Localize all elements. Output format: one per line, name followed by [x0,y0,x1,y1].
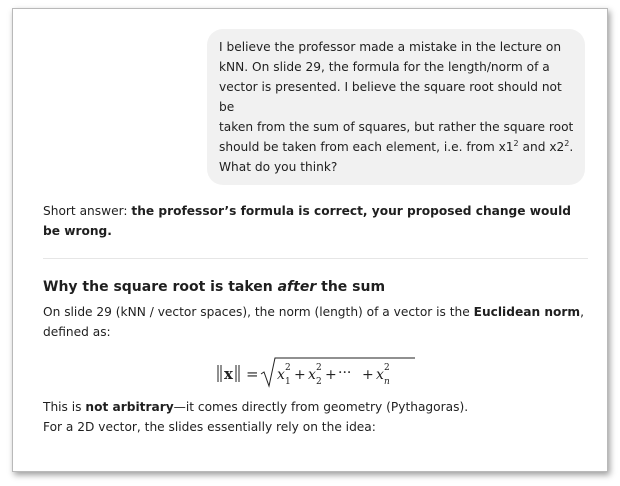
clipped-text-fragment [73,466,253,471]
user-message-line: What do you think? [219,160,338,174]
user-message-text: should be taken from each element, i.e. from x1 [219,140,514,154]
section-heading [43,277,588,297]
paragraph-definition [43,302,588,342]
svg-text:x: x [276,367,285,383]
user-message-line: I believe the professor made a mistake in the lecture on [219,40,562,54]
assistant-message [43,201,588,437]
paragraph-bold: not arbitrary [85,400,174,414]
user-message-line: kNN. On slide 29, the formula for the length/norm of a [219,60,550,74]
superscript: 2 [564,138,570,148]
svg-text:x: x [375,367,384,383]
svg-text:2: 2 [284,363,291,373]
user-message-text: and x2 [518,140,565,154]
paragraph-2d: For a 2D vector, the slides essentially rely on the idea: [43,420,376,434]
svg-text:n: n [383,377,390,387]
short-answer [43,201,588,241]
svg-text:+: + [324,367,337,383]
paragraph-text: , [580,305,585,319]
superscript: 2 [513,138,519,148]
svg-text:+: + [293,367,306,383]
svg-text:1: 1 [284,377,291,387]
divider [43,258,588,259]
paragraph-text: —it comes directly from geometry (Pythagoras). [173,400,469,414]
euclidean-norm-formula [43,355,588,389]
svg-text:x: x [307,367,316,383]
user-message-line [219,137,575,157]
user-message-bubble [207,29,585,185]
short-answer-prefix: Short answer: [43,204,132,218]
heading-emphasis: after [277,279,317,295]
heading-text: Why the square root is taken [43,279,278,295]
svg-text:2: 2 [315,377,322,387]
paragraph-text: defined as: [43,325,111,339]
paragraph-text: On slide 29 (kNN / vector spaces), the norm (length) of a vector is the [43,305,474,319]
user-message-line: taken from the sum of squares, but rather the square root [219,120,574,134]
svg-text:x: x [223,365,233,383]
svg-text:+: + [361,367,374,383]
svg-text:2: 2 [383,363,390,373]
svg-text:=: = [245,365,259,383]
heading-text: the sum [316,279,386,295]
paragraph-geometry [43,397,588,417]
paragraph-bold: Euclidean norm [473,305,581,319]
chat-window [12,8,608,472]
short-answer-bold: the professor’s formula is correct, your proposed change would be wrong. [43,204,571,238]
clipped-bullet-line [73,461,253,471]
user-message-text: . [569,140,574,154]
user-message-line: vector is presented. I believe the square root should not be [219,80,562,114]
svg-text:2: 2 [315,363,322,373]
formula-graphic [216,355,416,389]
svg-text:···: ··· [337,365,351,381]
paragraph-text: This is [43,400,86,414]
